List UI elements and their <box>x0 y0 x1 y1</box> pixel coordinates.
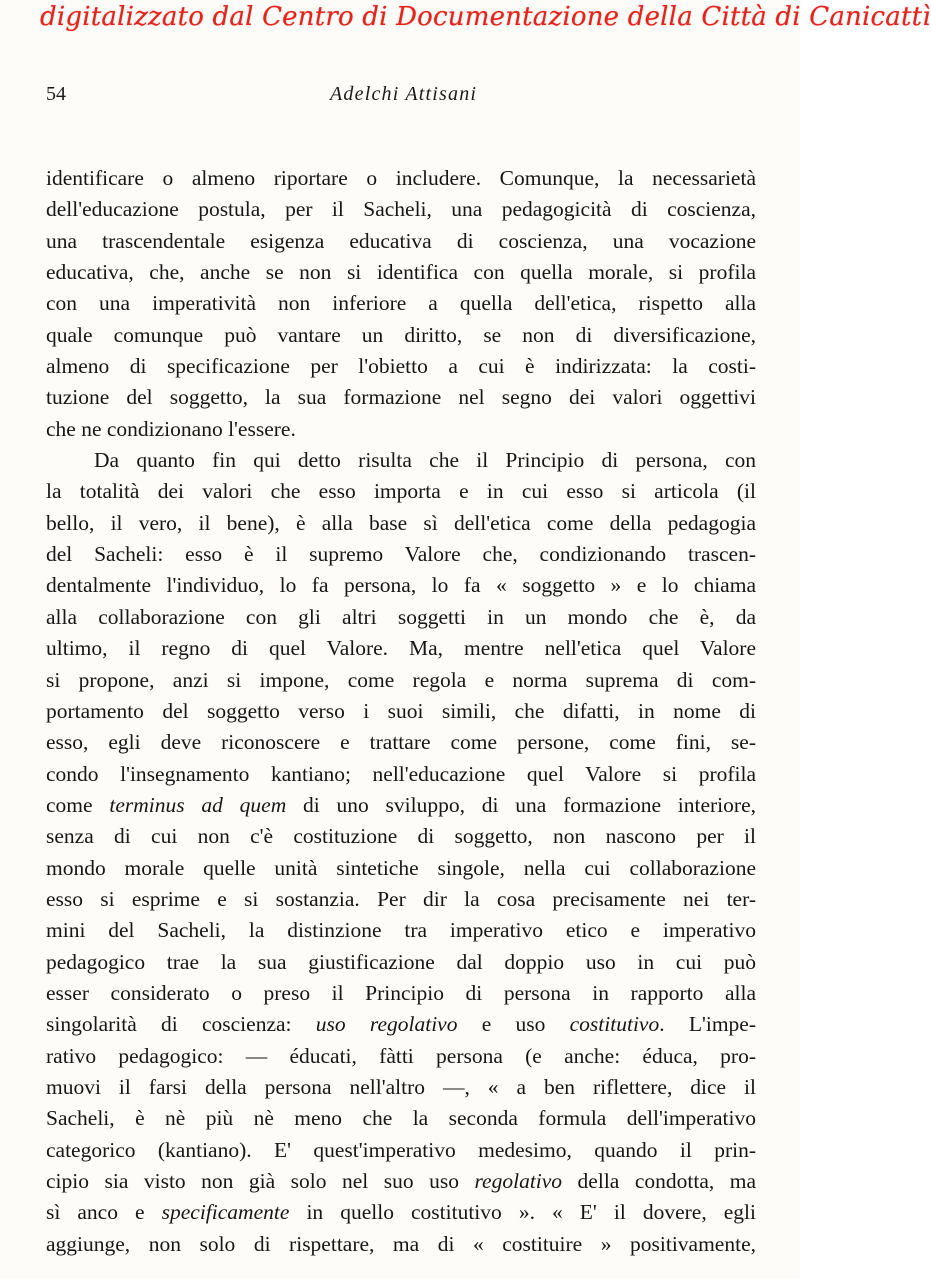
italic-term: regolativo <box>474 1169 563 1193</box>
paragraph-end-line: che ne condizionano l'essere. <box>46 416 296 441</box>
text-line: una trascendentale esigenza educativa di coscienza, una vocazione <box>46 228 756 253</box>
text-line: identificare o almeno riportare o includere. Comunque, la necessarietà <box>46 166 756 190</box>
text-line: condo l'insegnamento kantiano; nell'educazione quel Valore si profila <box>46 761 756 786</box>
text-line: tuzione del soggetto, la sua formazione nel segno dei valori oggettivi <box>46 385 756 410</box>
text-line: rativo pedagogico: — éducati, fàtti persona (e anche: éduca, pro- <box>46 1043 756 1068</box>
text-segment: in quello costitutivo ». « E' il dovere, egli <box>289 1200 757 1225</box>
text-line: mini del Sacheli, la distinzione tra imperativo etico e imperativo <box>46 918 756 943</box>
text-line: Sacheli, è nè più nè meno che la seconda formula dell'imperativo <box>46 1106 756 1131</box>
text-line: del Sacheli: esso è il supremo Valore che, condizionando trascen- <box>46 542 756 567</box>
text-line: categorico (kantiano). E' quest'imperativo medesimo, quando il prin- <box>46 1137 756 1162</box>
text-line: alla collaborazione con gli altri soggetti in un mondo che è, da <box>46 604 756 629</box>
running-head-author: Adelchi Attisani <box>330 83 478 105</box>
text-line: aggiunge, non solo di rispettare, ma di « costituire » positivamente, <box>46 1231 756 1256</box>
italic-term: uso regolativo <box>315 1012 458 1037</box>
text-line: ultimo, il regno di quel Valore. Ma, mentre nell'etica quel Valore <box>46 636 756 661</box>
text-line: si propone, anzi si impone, come regola e norma suprema di com- <box>46 667 756 692</box>
text-line: portamento del soggetto verso i suoi simili, che difatti, in nome di <box>46 698 756 723</box>
text-line-with-italic <box>46 1197 756 1228</box>
text-segment: cipio sia visto non già solo nel suo uso <box>46 1169 475 1193</box>
body-text <box>46 163 756 1260</box>
text-segment: come <box>46 792 110 817</box>
text-line: mondo morale quelle unità sintetiche singole, nella cui collaborazione <box>46 855 756 880</box>
italic-term: costitutivo <box>569 1012 660 1037</box>
text-line: almeno di specificazione per l'obietto a cui è indirizzata: la costi- <box>46 354 756 379</box>
text-line: muovi il farsi della persona nell'altro —, « a ben riflettere, dice il <box>46 1074 756 1099</box>
italic-term: terminus ad quem <box>109 792 287 817</box>
text-line: senza di cui non c'è costituzione di soggetto, non nascono per il <box>46 824 756 849</box>
digitization-watermark: digitalizzato dal Centro di Documentazione della Città di Canicattì <box>40 2 931 32</box>
text-line: dentalmente l'individuo, lo fa persona, lo fa « soggetto » e lo chiama <box>46 573 756 598</box>
text-segment: singolarità di coscienza: <box>46 1012 316 1037</box>
text-line-with-italic <box>46 1166 756 1197</box>
italic-term: specificamente <box>161 1200 290 1225</box>
text-line: educativa, che, anche se non si identifica con quella morale, si profila <box>46 260 756 285</box>
paragraph-start-line: Da quanto fin qui detto risulta che il Principio di persona, con <box>94 448 756 473</box>
text-line: esser considerato o preso il Principio di persona in rapporto alla <box>46 980 756 1005</box>
text-line-with-italic <box>46 1009 756 1040</box>
text-segment: di uno sviluppo, di una formazione interiore, <box>286 792 756 817</box>
text-line-with-italic <box>46 790 756 821</box>
page-number: 54 <box>46 83 66 105</box>
text-line: dell'educazione postula, per il Sacheli, una pedagogicità di coscienza, <box>46 197 756 222</box>
text-line: esso si esprime e si sostanzia. Per dir la cosa precisamente nei ter- <box>46 886 756 911</box>
text-line: quale comunque può vantare un diritto, se non di diversificazione, <box>46 322 756 347</box>
text-segment: . L'impe- <box>659 1012 756 1037</box>
text-line: esso, egli deve riconoscere e trattare come persone, come fini, se- <box>46 730 756 755</box>
text-line: con una imperatività non inferiore a quella dell'etica, rispetto alla <box>46 291 756 316</box>
text-line: la totalità dei valori che esso importa e in cui esso si articola (il <box>46 479 756 504</box>
text-segment: e uso <box>457 1012 570 1037</box>
text-line: bello, il vero, il bene), è alla base sì dell'etica come della pedagogia <box>46 510 756 535</box>
text-segment: della condotta, ma <box>562 1169 756 1193</box>
text-segment: sì anco e <box>46 1200 162 1225</box>
text-line: pedagogico trae la sua giustificazione dal doppio uso in cui può <box>46 949 756 974</box>
